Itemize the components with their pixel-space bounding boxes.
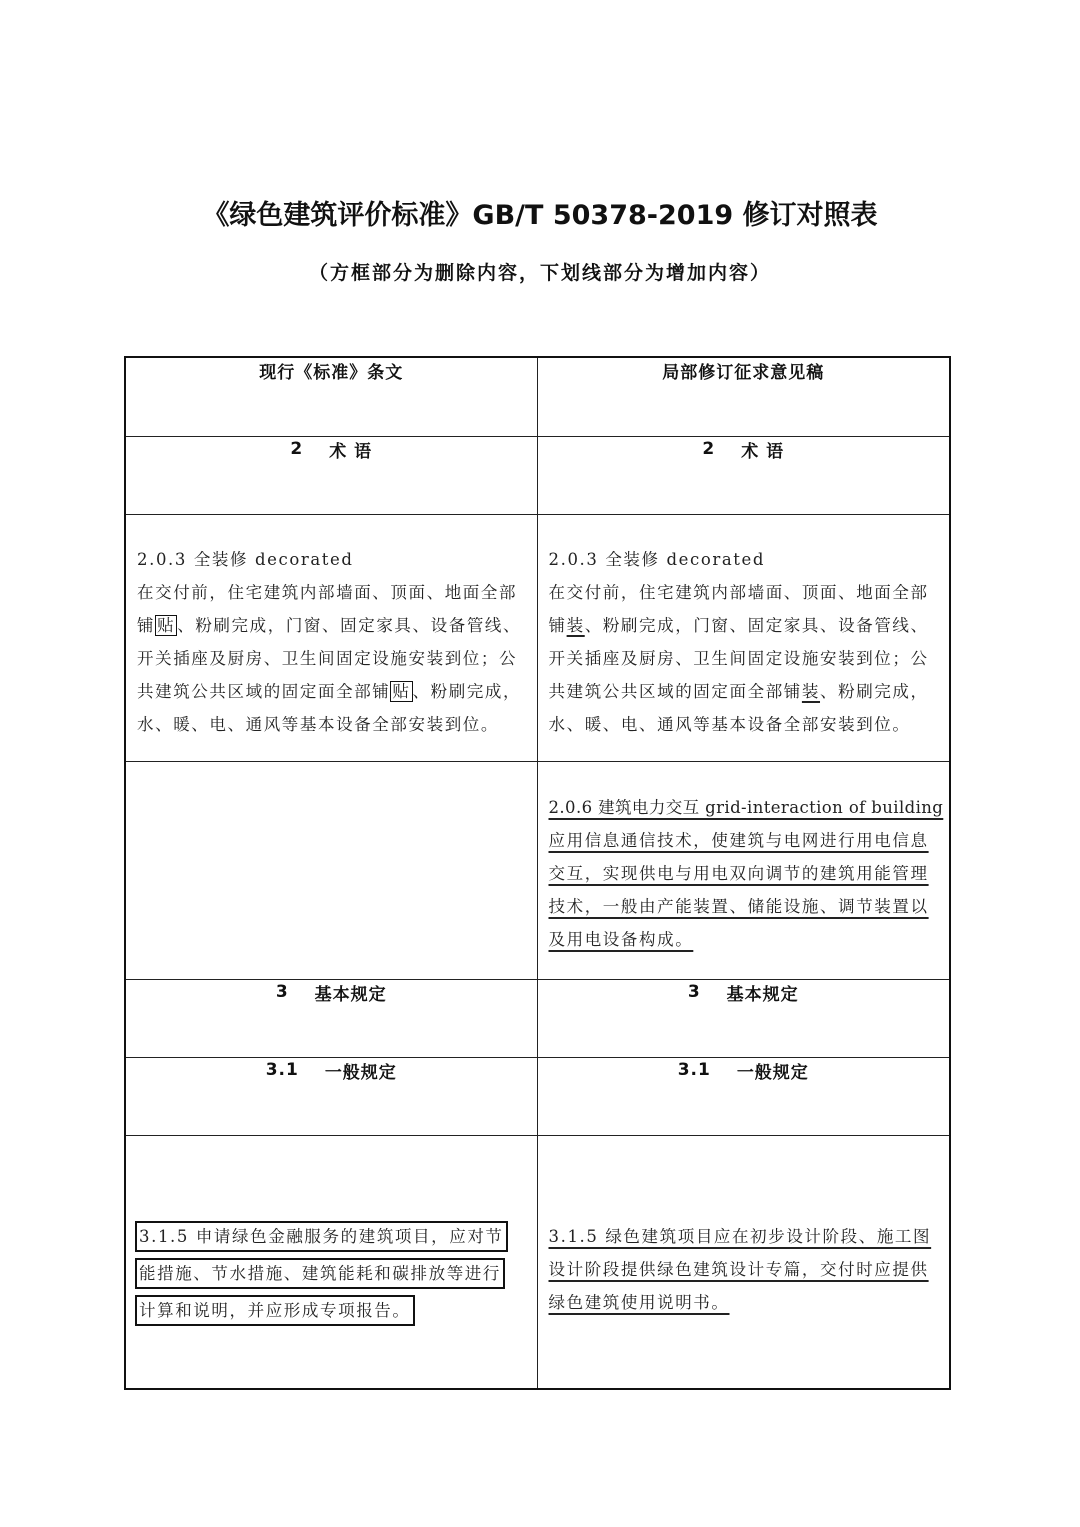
clause-row-3-1-5 (125, 1135, 950, 1389)
text-fragment: 、粉刷完成， (412, 681, 522, 701)
deleted-text: 贴 (157, 615, 176, 635)
section-cell (125, 1057, 537, 1135)
deleted-clause-line: 3.1.5 申请绿色金融服务的建筑项目，应对节 (135, 1221, 508, 1252)
section-label: 一般规定 (736, 1062, 809, 1083)
inserted-text: 装 (566, 615, 585, 635)
inserted-clause-line: 交互，实现供电与用电双向调节的建筑用能管理 (548, 863, 929, 883)
header-cell-revised (537, 357, 950, 436)
section-cell (537, 979, 950, 1057)
inserted-clause-line: 绿色建筑使用说明书。 (548, 1292, 730, 1312)
section-cell (125, 436, 537, 514)
clause-text-line (549, 609, 940, 642)
section-row-general-rules (125, 1057, 950, 1135)
inserted-clause-line: 技术，一般由产能装置、储能设施、调节装置以 (548, 896, 929, 916)
deleted-text: 贴 (392, 681, 411, 701)
clause-text-line (137, 609, 527, 642)
inserted-clause-line: 3.1.5 绿色建筑项目应在初步设计阶段、施工图 (548, 1226, 932, 1246)
section-number: 3.1 (265, 1060, 299, 1080)
section-label: 术 语 (741, 441, 785, 462)
section-number: 2 (702, 439, 716, 459)
clause-current-2-0-6-empty (125, 761, 537, 979)
document-title: 《绿色建筑评价标准》GB/T 50378-2019 修订对照表 (202, 200, 878, 231)
inserted-clause-line: 设计阶段提供绿色建筑设计专篇，交付时应提供 (548, 1259, 929, 1279)
clause-text-line: 水、暖、电、通风等基本设备全部安装到位。 (137, 714, 499, 734)
section-row-terms (125, 436, 950, 514)
clause-revised-3-1-5 (537, 1135, 950, 1389)
inserted-clause-line: 及用电设备构成。 (548, 929, 694, 949)
clause-text-line: 水、暖、电、通风等基本设备全部安装到位。 (548, 714, 911, 734)
clause-heading: 2.0.3 全装修 decorated (548, 549, 766, 569)
section-row-basic-rules (125, 979, 950, 1057)
clause-row-2-0-6 (125, 761, 950, 979)
text-fragment: 铺 (137, 615, 156, 635)
section-number: 3 (275, 982, 289, 1002)
text-fragment: 、粉刷完成，门窗、固定家具、设备管线、 (177, 615, 522, 635)
text-fragment: 铺 (548, 615, 567, 635)
text-fragment: 共建筑公共区域的固定面全部铺 (137, 681, 391, 701)
clause-text-line (549, 675, 940, 708)
clause-heading: 2.0.3 全装修 decorated (137, 549, 354, 569)
section-number: 3 (687, 982, 701, 1002)
clause-revised-2-0-6 (537, 761, 950, 979)
section-cell (537, 1057, 950, 1135)
clause-text-line: 在交付前，住宅建筑内部墙面、顶面、地面全部 (548, 582, 929, 602)
clause-text-line: 开关插座及厨房、卫生间固定设施安装到位；公 (137, 648, 518, 668)
clause-current-3-1-5 (125, 1135, 537, 1389)
text-fragment: 、粉刷完成，门窗、固定家具、设备管线、 (584, 615, 929, 635)
section-cell (125, 979, 537, 1057)
clause-text-line: 在交付前，住宅建筑内部墙面、顶面、地面全部 (137, 582, 518, 602)
section-number: 2 (290, 439, 304, 459)
inserted-clause-line: 2.0.6 建筑电力交互 grid-interaction of building (548, 797, 944, 817)
comparison-table (124, 356, 951, 1390)
text-fragment: 共建筑公共区域的固定面全部铺 (548, 681, 802, 701)
deleted-clause-line: 计算和说明，并应形成专项报告。 (135, 1295, 415, 1326)
header-revised-label: 局部修订征求意见稿 (662, 363, 825, 383)
clause-current-2-0-3 (125, 514, 537, 761)
clause-text-line: 开关插座及厨房、卫生间固定设施安装到位；公 (548, 648, 929, 668)
document-subtitle: （方框部分为删除内容，下划线部分为增加内容） (308, 262, 771, 284)
inserted-text: 装 (801, 681, 821, 701)
deleted-clause-line: 能措施、节水措施、建筑能耗和碳排放等进行 (135, 1258, 505, 1289)
clause-text-line (137, 675, 527, 708)
section-label: 术 语 (329, 441, 373, 462)
inserted-clause-line: 应用信息通信技术，使建筑与电网进行用电信息 (548, 830, 929, 850)
clause-row-2-0-3 (125, 514, 950, 761)
section-cell (537, 436, 950, 514)
section-number: 3.1 (677, 1060, 711, 1080)
table-header-row (125, 357, 950, 436)
header-current-label: 现行《标准》条文 (259, 363, 404, 383)
header-cell-current (125, 357, 537, 436)
clause-revised-2-0-3 (537, 514, 950, 761)
text-fragment: 、粉刷完成， (820, 681, 929, 701)
section-label: 一般规定 (324, 1062, 397, 1083)
section-label: 基本规定 (314, 984, 387, 1005)
section-label: 基本规定 (726, 984, 799, 1005)
